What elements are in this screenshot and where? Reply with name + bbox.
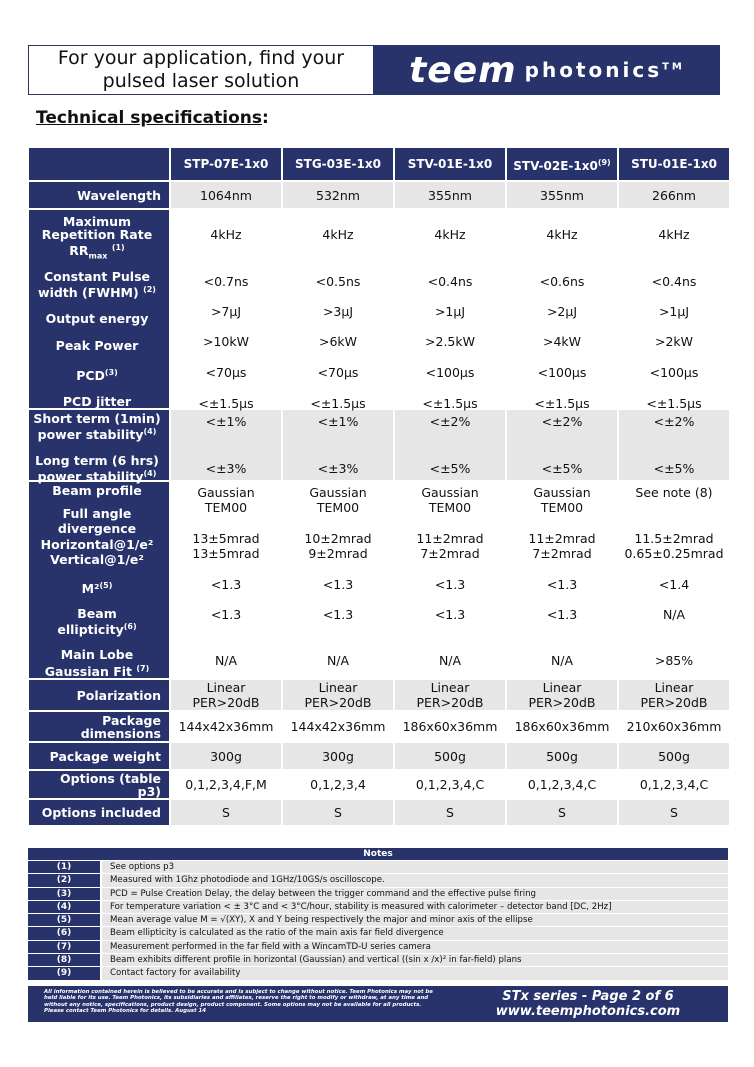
note-number: (2) bbox=[28, 874, 100, 886]
tagline-line2: pulsed laser solution bbox=[102, 70, 300, 92]
spec-value: Linear PER>20dB bbox=[507, 680, 617, 710]
note-row bbox=[28, 901, 728, 914]
model-header: STV-01E-1x0 bbox=[395, 148, 505, 180]
page-info bbox=[448, 986, 728, 1022]
spec-value: 266nm bbox=[619, 182, 729, 208]
spec-value: S bbox=[619, 800, 729, 825]
performance-values: 4kHz <0.4ns >1µJ >2kW <100µs <±1.5µs bbox=[619, 210, 729, 408]
stability-group bbox=[29, 410, 729, 480]
spec-value: S bbox=[395, 800, 505, 825]
note-text: Mean average value M = √(XY), X and Y being respectively the major and minor axis of the ellipse bbox=[102, 914, 728, 926]
spec-value: 355nm bbox=[395, 182, 505, 208]
model-header-row bbox=[29, 148, 729, 180]
note-row bbox=[28, 954, 728, 967]
note-number: (6) bbox=[28, 927, 100, 939]
note-row bbox=[28, 888, 728, 901]
spec-value: 500g bbox=[619, 743, 729, 769]
spec-table bbox=[27, 146, 731, 827]
spec-value: 186x60x36mm bbox=[395, 712, 505, 741]
spec-value: Linear PER>20dB bbox=[619, 680, 729, 710]
page-label: STx series - Page 2 of 6 bbox=[502, 989, 674, 1004]
tagline bbox=[28, 45, 374, 95]
beam-values: Gaussian TEM00 11±2mrad 7±2mrad <1.3 <1.3 N/A bbox=[395, 482, 505, 678]
note-row bbox=[28, 941, 728, 954]
notes-list bbox=[28, 861, 728, 981]
note-number: (4) bbox=[28, 901, 100, 913]
note-text: PCD = Pulse Creation Delay, the delay between the trigger command and the effective pulse firing bbox=[102, 888, 728, 900]
spec-value: 0,1,2,3,4,C bbox=[507, 771, 617, 798]
note-text: See options p3 bbox=[102, 861, 728, 873]
spec-value: 500g bbox=[395, 743, 505, 769]
brand-bold: teem bbox=[409, 49, 517, 91]
page-footer bbox=[28, 986, 728, 1022]
header-corner bbox=[29, 148, 169, 180]
stability-values: <±2% <±5% bbox=[395, 410, 505, 480]
note-text: Beam exhibits different profile in horizontal (Gaussian) and vertical ((sin x /x)² in far-field) plans bbox=[102, 954, 728, 966]
spec-value: 355nm bbox=[507, 182, 617, 208]
options-included-row bbox=[29, 800, 729, 825]
note-text: For temperature variation < ± 3°C and < 3°C/hour, stability is measured with calorimeter – detector band [DC, 2Hz] bbox=[102, 901, 728, 913]
disclaimer: All information contained herein is believed to be accurate and is subject to change without notice. Teem Photonics may not be held liable for its use. Teem Photonics, its subsidiaries and affiliates, reserve the right to modify or withdraw, at any time and without any notice, specifications, product design, product component. Some options may not be available for all products. Please contact Teem Photonics for details. August 14 bbox=[44, 989, 433, 1015]
note-text: Contact factory for availability bbox=[102, 967, 728, 979]
performance-values: 4kHz <0.4ns >1µJ >2.5kW <100µs <±1.5µs bbox=[395, 210, 505, 408]
options-included-label: Options included bbox=[29, 800, 169, 825]
website-link[interactable]: www.teemphotonics.com bbox=[495, 1004, 681, 1019]
model-header: STV-02E-1x0$^{(9)}$ bbox=[507, 148, 617, 180]
spec-value: 0,1,2,3,4,C bbox=[395, 771, 505, 798]
package-weight-label: Package weight bbox=[29, 743, 169, 769]
package-dimensions-label: Package dimensions bbox=[29, 712, 169, 741]
spec-value: Linear PER>20dB bbox=[395, 680, 505, 710]
package-weight-row bbox=[29, 743, 729, 769]
model-header: STG-03E-1x0 bbox=[283, 148, 393, 180]
note-row bbox=[28, 927, 728, 940]
note-text: Beam ellipticity is calculated as the ratio of the main axis far field divergence bbox=[102, 927, 728, 939]
spec-value: 532nm bbox=[283, 182, 393, 208]
options-row bbox=[29, 771, 729, 798]
spec-value: 210x60x36mm bbox=[619, 712, 729, 741]
performance-values: 4kHz <0.5ns >3µJ >6kW <70µs <±1.5µs bbox=[283, 210, 393, 408]
note-number: (7) bbox=[28, 941, 100, 953]
note-number: (3) bbox=[28, 888, 100, 900]
polarization-row bbox=[29, 680, 729, 710]
note-row bbox=[28, 874, 728, 887]
note-row bbox=[28, 967, 728, 980]
stability-labels: Short term (1min) power stability$^{(4)}$ Long term (6 hrs) power stability$^{(4)}$ bbox=[29, 410, 169, 480]
stability-values: <±1% <±3% bbox=[283, 410, 393, 480]
stability-values: <±2% <±5% bbox=[507, 410, 617, 480]
wavelength-label: Wavelength bbox=[29, 182, 169, 208]
options-label: Options (table p3) bbox=[29, 771, 169, 798]
tagline-line1: For your application, find your bbox=[57, 47, 345, 69]
page-header bbox=[28, 45, 720, 95]
spec-value: 300g bbox=[283, 743, 393, 769]
beam-values: Gaussian TEM00 11±2mrad 7±2mrad <1.3 <1.3 N/A bbox=[507, 482, 617, 678]
beam-values: Gaussian TEM00 10±2mrad 9±2mrad <1.3 <1.3 N/A bbox=[283, 482, 393, 678]
wavelength-row bbox=[29, 182, 729, 208]
note-number: (1) bbox=[28, 861, 100, 873]
package-dimensions-row bbox=[29, 712, 729, 741]
beam-labels: Beam profile Full angle divergence Horizontal@1/e² Vertical@1/e² M²$^{(5)}$ Beam ellipticity$^{(6)}$ Main Lobe Gaussian Fit $^{(7)}$ bbox=[29, 482, 169, 678]
note-text: Measured with 1Ghz photodiode and 1GHz/10GS/s oscilloscope. bbox=[102, 874, 728, 886]
spec-value: Linear PER>20dB bbox=[283, 680, 393, 710]
spec-value: 300g bbox=[171, 743, 281, 769]
spec-value: S bbox=[171, 800, 281, 825]
stability-values: <±2% <±5% bbox=[619, 410, 729, 480]
spec-value: 0,1,2,3,4,F,M bbox=[171, 771, 281, 798]
spec-value: 144x42x36mm bbox=[171, 712, 281, 741]
model-header: STU-01E-1x0 bbox=[619, 148, 729, 180]
performance-values: 4kHz <0.6ns >2µJ >4kW <100µs <±1.5µs bbox=[507, 210, 617, 408]
spec-value: 500g bbox=[507, 743, 617, 769]
note-number: (9) bbox=[28, 967, 100, 979]
spec-value: 1064nm bbox=[171, 182, 281, 208]
notes-title: Notes bbox=[28, 848, 728, 860]
spec-value: 144x42x36mm bbox=[283, 712, 393, 741]
beam-values: See note (8) 11.5±2mrad 0.65±0.25mrad <1.4 N/A >85% bbox=[619, 482, 729, 678]
model-header: STP-07E-1x0 bbox=[171, 148, 281, 180]
note-row bbox=[28, 914, 728, 927]
performance-values: 4kHz <0.7ns >7µJ >10kW <70µs <±1.5µs bbox=[171, 210, 281, 408]
note-text: Measurement performed in the far field with a WincamTD-U series camera bbox=[102, 941, 728, 953]
spec-value: 186x60x36mm bbox=[507, 712, 617, 741]
polarization-label: Polarization bbox=[29, 680, 169, 710]
brand-light: photonics™ bbox=[524, 58, 685, 82]
beam-group bbox=[29, 482, 729, 678]
spec-value: 0,1,2,3,4,C bbox=[619, 771, 729, 798]
section-title: Technical specifications: bbox=[36, 108, 269, 128]
brand-logo bbox=[374, 45, 720, 95]
note-number: (5) bbox=[28, 914, 100, 926]
stability-values: <±1% <±3% bbox=[171, 410, 281, 480]
performance-group bbox=[29, 210, 729, 408]
spec-value: Linear PER>20dB bbox=[171, 680, 281, 710]
spec-value: S bbox=[507, 800, 617, 825]
beam-values: Gaussian TEM00 13±5mrad 13±5mrad <1.3 <1.3 N/A bbox=[171, 482, 281, 678]
spec-value: 0,1,2,3,4 bbox=[283, 771, 393, 798]
spec-value: S bbox=[283, 800, 393, 825]
performance-labels: Maximum Repetition Rate $RR_{max}$ $^{(1)}$ Constant Pulse width (FWHM) $^{(2)}$ Output energy Peak Power PCD$^{(3)}$ PCD jitter bbox=[29, 210, 169, 408]
note-number: (8) bbox=[28, 954, 100, 966]
note-row bbox=[28, 861, 728, 874]
